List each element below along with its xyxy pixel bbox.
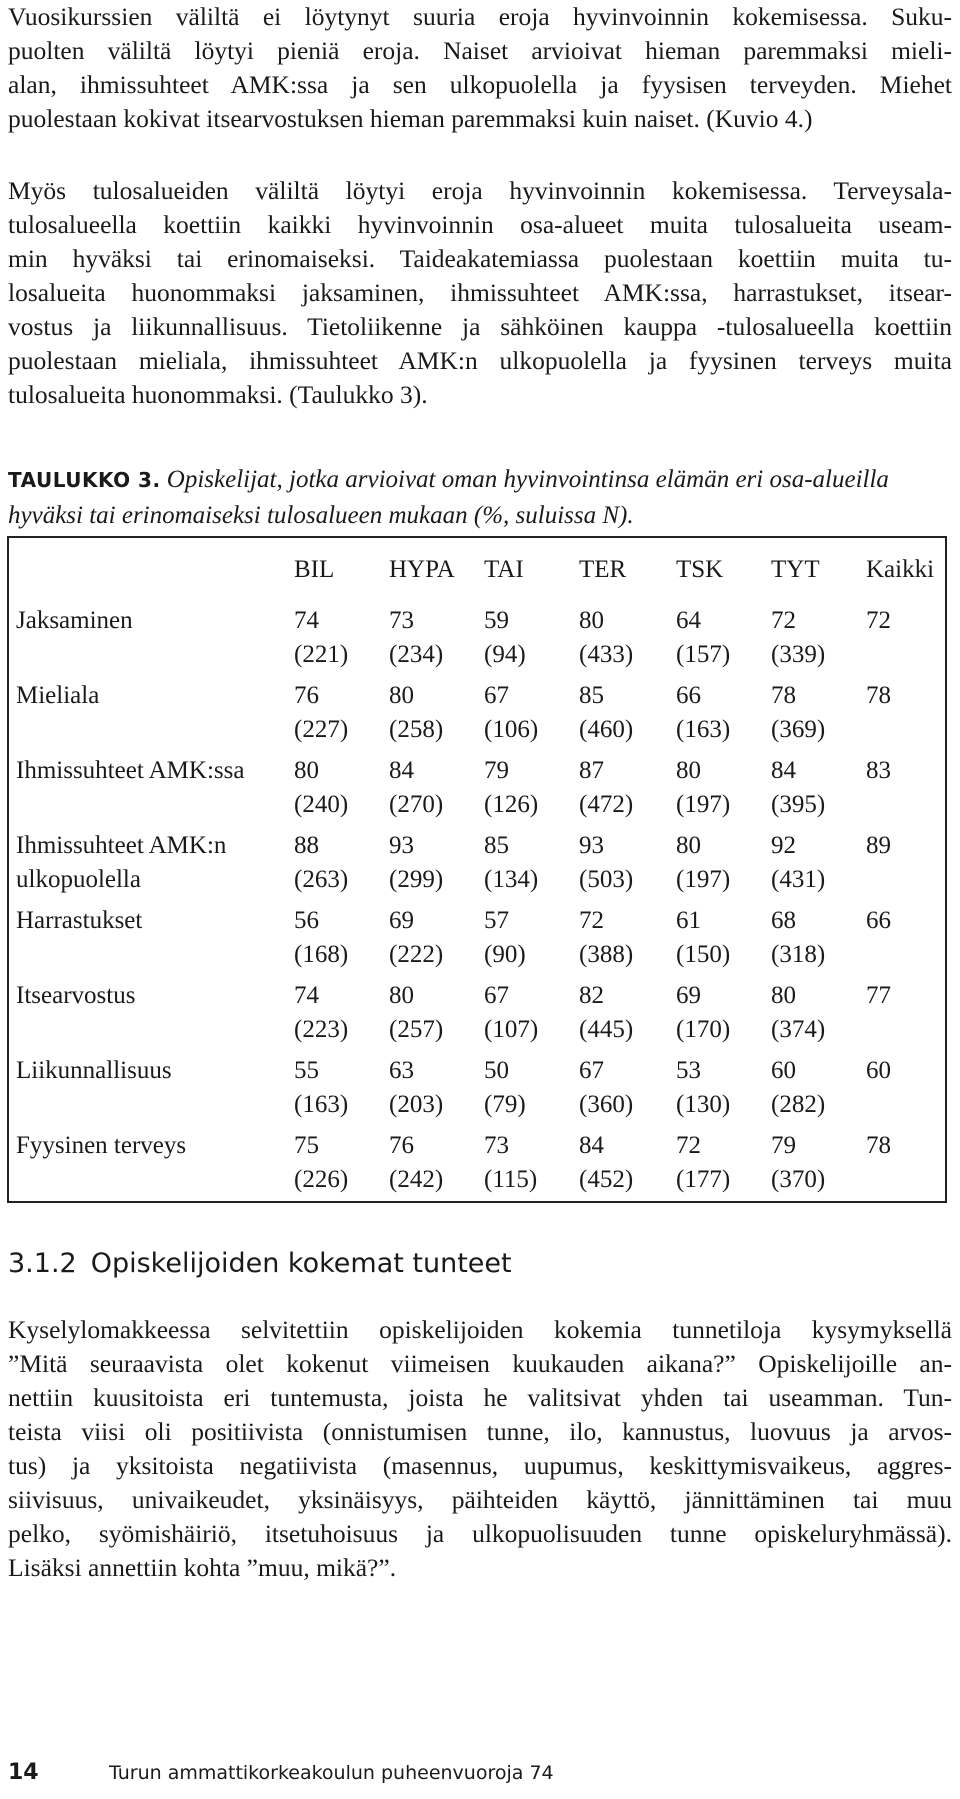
row-label: Harrastukset (16, 907, 143, 934)
row-label: Ihmissuhteet AMK:ssa (16, 757, 245, 784)
paragraph-line: tulosalueita huonommaksi. (Taulukko 3). (8, 380, 428, 409)
cell-percent: 67 (484, 682, 509, 709)
page-footer (8, 1760, 952, 1790)
table-caption (8, 462, 952, 534)
paragraph-line: Lisäksi annettiin kohta ”muu, mikä?”. (8, 1553, 397, 1582)
cell-percent: 67 (484, 982, 509, 1009)
table-header-row (8, 537, 946, 602)
table-cell (866, 752, 946, 827)
section-number: 3.1.2 (8, 1248, 77, 1279)
cell-count: (242) (389, 1166, 444, 1193)
cell-percent: 84 (771, 757, 796, 784)
table-cell (294, 827, 389, 902)
cell-count: (115) (484, 1166, 538, 1193)
cell-percent: 67 (579, 1057, 604, 1084)
row-label: Itsearvostus (16, 982, 136, 1009)
paragraph-line: tulosalueella koettiin kaikki hyvinvoinnin osa-alueet muita tulosalueita useam- (8, 210, 952, 239)
table-cell (676, 827, 771, 902)
cell-count: (203) (389, 1091, 444, 1118)
table-row (8, 977, 946, 1052)
cell-percent: 80 (294, 757, 319, 784)
cell-percent: 66 (676, 682, 701, 709)
row-label: Jaksaminen (16, 607, 133, 634)
table-cell (771, 827, 866, 902)
paragraph-line: losalueita huonommaksi jaksaminen, ihmissuhteet AMK:ssa, harrastukset, itsear- (8, 278, 952, 307)
header-cell-tai: TAI (484, 556, 524, 583)
cell-count: (234) (389, 641, 444, 668)
cell-percent: 76 (389, 1132, 414, 1159)
header-cell-hypa: HYPA (389, 556, 455, 583)
cell-count: (433) (579, 641, 634, 668)
header-cell-kaikki: Kaikki (866, 556, 935, 583)
cell-percent: 82 (579, 982, 604, 1009)
cell-percent: 79 (771, 1132, 796, 1159)
table-row (8, 752, 946, 827)
table-cell (484, 827, 579, 902)
cell-percent: 69 (389, 907, 414, 934)
cell-count: (226) (294, 1166, 349, 1193)
cell-count: (163) (676, 716, 731, 743)
table-cell (866, 827, 946, 902)
cell-percent: 80 (579, 607, 604, 634)
cell-count: (460) (579, 716, 634, 743)
table-cell (676, 902, 771, 977)
row-label: Fyysinen terveys (16, 1132, 187, 1159)
caption-text: Opiskelijat, jotka arvioivat oman hyvinvointinsa elämän eri osa-alueilla (166, 466, 889, 493)
page-number: 14 (8, 1760, 39, 1785)
cell-percent: 80 (389, 982, 414, 1009)
cell-percent: 80 (676, 832, 701, 859)
cell-percent: 72 (866, 607, 891, 634)
paragraph-line: puolten väliltä löytyi pieniä eroja. Naiset arvioivat hieman paremmaksi mieli- (8, 36, 952, 65)
section-title: Opiskelijoiden kokemat tunteet (90, 1248, 512, 1279)
cell-percent: 80 (676, 757, 701, 784)
cell-percent: 60 (866, 1057, 891, 1084)
table-cell (866, 677, 946, 752)
header-cell-ter: TER (579, 556, 627, 583)
cell-percent: 57 (484, 907, 509, 934)
caption-line-1 (8, 462, 952, 498)
cell-percent: 61 (676, 907, 701, 934)
cell-percent: 55 (294, 1057, 319, 1084)
paragraph-line: Myös tulosalueiden väliltä löytyi eroja hyvinvoinnin kokemisessa. Terveysala- (8, 176, 952, 205)
table-cell (579, 977, 676, 1052)
paragraph-line: ”Mitä seuraavista olet kokenut viimeisen kuukauden aikana?” Opiskelijoille an- (8, 1349, 952, 1378)
table-cell (484, 1127, 579, 1202)
cell-percent: 93 (579, 832, 604, 859)
table-cell (294, 1052, 389, 1127)
table-cell (294, 902, 389, 977)
cell-percent: 56 (294, 907, 319, 934)
cell-percent: 83 (866, 757, 891, 784)
row-label: Ihmissuhteet AMK:n ulkopuolella (16, 832, 227, 893)
cell-percent: 78 (866, 1132, 891, 1159)
table-cell (389, 602, 484, 677)
table-cell (579, 902, 676, 977)
table-cell (389, 752, 484, 827)
cell-percent: 60 (771, 1057, 796, 1084)
cell-count: (223) (294, 1016, 349, 1043)
table-cell (579, 1127, 676, 1202)
paragraph-line: pelko, syömishäiriö, itsetuhoisuus ja ulkopuolisuuden tunne opiskeluryhmässä). (8, 1519, 952, 1548)
cell-count: (177) (676, 1166, 731, 1193)
table-cell (676, 602, 771, 677)
cell-count: (150) (676, 941, 731, 968)
cell-count: (263) (294, 866, 349, 893)
cell-percent: 50 (484, 1057, 509, 1084)
cell-count: (94) (484, 641, 526, 668)
cell-count: (282) (771, 1091, 826, 1118)
table-cell (294, 602, 389, 677)
table-cell (389, 1052, 484, 1127)
paragraph-line: Kyselylomakkeessa selvitettiin opiskelijoiden kokemia tunnetiloja kysymyksellä (8, 1315, 952, 1344)
table-row (8, 827, 946, 902)
table-cell (866, 602, 946, 677)
wellbeing-table (7, 536, 947, 1203)
cell-count: (374) (771, 1016, 826, 1043)
cell-count: (452) (579, 1166, 634, 1193)
table-cell (579, 1052, 676, 1127)
cell-count: (157) (676, 641, 731, 668)
cell-percent: 77 (866, 982, 891, 1009)
cell-percent: 89 (866, 832, 891, 859)
table-cell (484, 902, 579, 977)
cell-count: (227) (294, 716, 349, 743)
cell-percent: 76 (294, 682, 319, 709)
cell-count: (222) (389, 941, 444, 968)
cell-count: (370) (771, 1166, 826, 1193)
table-cell (676, 677, 771, 752)
cell-count: (106) (484, 716, 539, 743)
table-cell (484, 1052, 579, 1127)
cell-percent: 66 (866, 907, 891, 934)
table-cell (676, 977, 771, 1052)
table-body (8, 602, 946, 1202)
table-cell (579, 602, 676, 677)
table-row (8, 1052, 946, 1127)
paragraph-line: teista viisi oli positiivista (onnistumisen tunne, ilo, kannustus, luovuus ja arvos- (8, 1417, 952, 1446)
cell-count: (257) (389, 1016, 444, 1043)
cell-percent: 64 (676, 607, 701, 634)
cell-count: (299) (389, 866, 444, 893)
table-cell (389, 827, 484, 902)
table-cell (866, 1127, 946, 1202)
table-cell (294, 1127, 389, 1202)
paragraph-line: siivisuus, univaikeudet, yksinäisyys, päihteiden käyttö, jännittäminen tai muu (8, 1485, 952, 1514)
header-cell-bil: BIL (294, 556, 335, 583)
cell-count: (270) (389, 791, 444, 818)
header-cell-tsk: TSK (676, 556, 724, 583)
caption-line-2: hyväksi tai erinomaiseksi tulosalueen mukaan (%, suluissa N). (8, 502, 634, 529)
paragraph-line: tus) ja yksitoista negatiivista (masennus, uupumus, keskittymisvaikeus, aggres- (8, 1451, 952, 1480)
paragraph-line: puolestaan mieliala, ihmissuhteet AMK:n ulkopuolella ja fyysinen terveys muita (8, 346, 952, 375)
cell-percent: 84 (389, 757, 414, 784)
cell-count: (395) (771, 791, 826, 818)
table-cell (579, 752, 676, 827)
cell-percent: 72 (676, 1132, 701, 1159)
cell-percent: 73 (389, 607, 414, 634)
cell-count: (134) (484, 866, 539, 893)
table-cell (771, 1052, 866, 1127)
table-cell (389, 1127, 484, 1202)
table-cell (866, 977, 946, 1052)
cell-percent: 79 (484, 757, 509, 784)
table-cell (484, 602, 579, 677)
table-cell (484, 977, 579, 1052)
table-cell (389, 677, 484, 752)
paragraph-line: nettiin kuusitoista eri tuntemusta, joista he valitsivat yhden tai useamman. Tun- (8, 1383, 952, 1412)
cell-count: (197) (676, 866, 731, 893)
cell-count: (126) (484, 791, 539, 818)
table-cell (771, 977, 866, 1052)
cell-count: (107) (484, 1016, 539, 1043)
cell-percent: 78 (771, 682, 796, 709)
cell-percent: 59 (484, 607, 509, 634)
cell-percent: 74 (294, 982, 319, 1009)
table-cell (771, 902, 866, 977)
paragraph-line: min hyväksi tai erinomaiseksi. Taideakatemiassa puolestaan koettiin muita tu- (8, 244, 952, 273)
table-cell (389, 977, 484, 1052)
cell-count: (79) (484, 1091, 526, 1118)
paragraph-emotions (8, 1313, 952, 1585)
cell-percent: 73 (484, 1132, 509, 1159)
cell-count: (258) (389, 716, 444, 743)
cell-count: (221) (294, 641, 349, 668)
paragraph-line: Vuosikurssien väliltä ei löytynyt suuria eroja hyvinvoinnin kokemisessa. Suku- (8, 2, 952, 31)
cell-count: (431) (771, 866, 826, 893)
cell-percent: 75 (294, 1132, 319, 1159)
cell-count: (170) (676, 1016, 731, 1043)
table-cell (771, 1127, 866, 1202)
table-cell (484, 752, 579, 827)
cell-percent: 92 (771, 832, 796, 859)
table-cell (484, 677, 579, 752)
cell-count: (240) (294, 791, 349, 818)
cell-percent: 74 (294, 607, 319, 634)
cell-count: (168) (294, 941, 349, 968)
caption-label: TAULUKKO 3. (8, 468, 161, 492)
table-row (8, 1127, 946, 1202)
row-label: Liikunnallisuus (16, 1057, 172, 1084)
publication-title: Turun ammattikorkeakoulun puheenvuoroja 74 (109, 1762, 554, 1784)
table-cell (579, 827, 676, 902)
table-cell (771, 677, 866, 752)
table-cell (676, 752, 771, 827)
table-cell (579, 677, 676, 752)
cell-percent: 53 (676, 1057, 701, 1084)
cell-percent: 80 (771, 982, 796, 1009)
table-cell (294, 677, 389, 752)
table-row (8, 677, 946, 752)
cell-count: (130) (676, 1091, 731, 1118)
cell-percent: 87 (579, 757, 604, 784)
table-cell (866, 1052, 946, 1127)
paragraph-line: alan, ihmissuhteet AMK:ssa ja sen ulkopuolella ja fyysisen terveyden. Miehet (8, 70, 952, 99)
table-cell (676, 1052, 771, 1127)
paragraph-line: vostus ja liikunnallisuus. Tietoliikenne ja sähköinen kauppa -tulosalueella koettiin (8, 312, 952, 341)
table-cell (389, 902, 484, 977)
cell-count: (318) (771, 941, 826, 968)
paragraph-line: puolestaan kokivat itsearvostuksen hieman paremmaksi kuin naiset. (Kuvio 4.) (8, 104, 813, 133)
cell-count: (339) (771, 641, 826, 668)
cell-count: (163) (294, 1091, 349, 1118)
section-heading (8, 1248, 512, 1279)
cell-percent: 93 (389, 832, 414, 859)
cell-count: (369) (771, 716, 826, 743)
cell-count: (360) (579, 1091, 634, 1118)
cell-percent: 80 (389, 682, 414, 709)
cell-percent: 84 (579, 1132, 604, 1159)
header-cell-tyt: TYT (771, 556, 820, 583)
table-cell (771, 752, 866, 827)
table-cell (866, 902, 946, 977)
table-row (8, 902, 946, 977)
table-row (8, 602, 946, 677)
table-cell (771, 602, 866, 677)
table-cell (676, 1127, 771, 1202)
cell-percent: 72 (771, 607, 796, 634)
table-cell (294, 752, 389, 827)
cell-percent: 88 (294, 832, 319, 859)
cell-percent: 78 (866, 682, 891, 709)
cell-percent: 63 (389, 1057, 414, 1084)
cell-count: (90) (484, 941, 526, 968)
table-cell (294, 977, 389, 1052)
cell-percent: 68 (771, 907, 796, 934)
paragraph-unit-differences (8, 174, 952, 412)
cell-count: (445) (579, 1016, 634, 1043)
cell-count: (503) (579, 866, 634, 893)
row-label: Mieliala (16, 682, 100, 709)
cell-count: (388) (579, 941, 634, 968)
header-cell-empty (8, 537, 294, 602)
paragraph-gender-differences (8, 0, 952, 136)
cell-count: (472) (579, 791, 634, 818)
cell-percent: 72 (579, 907, 604, 934)
cell-percent: 69 (676, 982, 701, 1009)
cell-percent: 85 (579, 682, 604, 709)
cell-percent: 85 (484, 832, 509, 859)
cell-count: (197) (676, 791, 731, 818)
